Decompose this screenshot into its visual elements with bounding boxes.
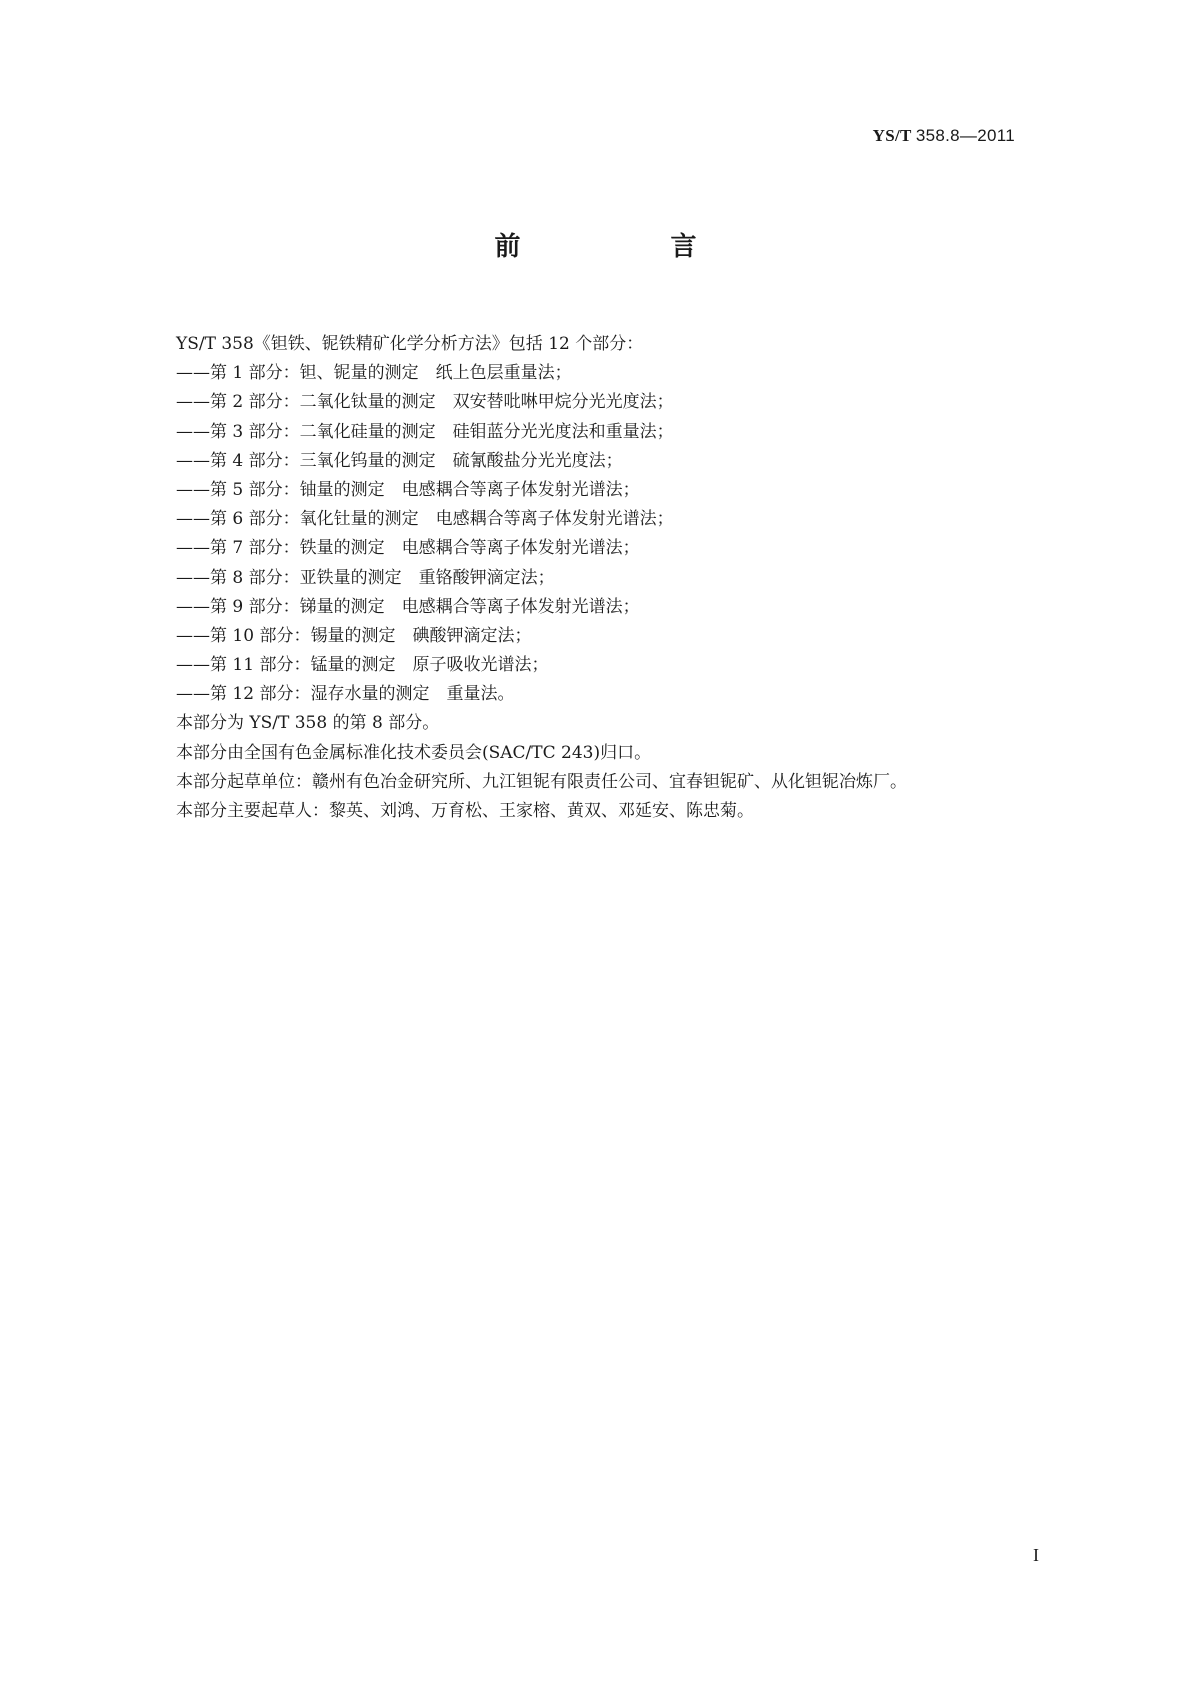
- part-item-4: ——第 4 部分：三氧化钨量的测定 硫氰酸盐分光光度法；: [176, 450, 623, 471]
- part-item-5: ——第 5 部分：铀量的测定 电感耦合等离子体发射光谱法；: [176, 479, 640, 500]
- part-item-1: ——第 1 部分：钽、铌量的测定 纸上色层重量法；: [176, 363, 572, 384]
- statement-part-number: 本部分为 YS/T 358 的第 8 部分。: [176, 713, 440, 734]
- page-number: I: [1033, 1545, 1039, 1565]
- part-item-6: ——第 6 部分：氧化钍量的测定 电感耦合等离子体发射光谱法；: [176, 509, 674, 530]
- statement-committee: 本部分由全国有色金属标准化技术委员会(SAC/TC 243)归口。: [176, 742, 652, 763]
- intro-line: YS/T 358《钽铁、铌铁精矿化学分析方法》包括 12 个部分：: [176, 334, 644, 354]
- page-title: 前 言: [494, 232, 759, 262]
- part-item-12: ——第 12 部分：湿存水量的测定 重量法。: [176, 684, 515, 705]
- foreword-body: [176, 330, 1036, 826]
- document-code-number: 358.8—2011: [915, 126, 1015, 145]
- part-item-3: ——第 3 部分：二氧化硅量的测定 硅钼蓝分光光度法和重量法；: [176, 421, 674, 442]
- document-code: [873, 126, 1015, 146]
- part-item-9: ——第 9 部分：锑量的测定 电感耦合等离子体发射光谱法；: [176, 596, 640, 617]
- part-item-10: ——第 10 部分：锡量的测定 碘酸钾滴定法；: [176, 625, 532, 646]
- document-code-prefix: YS/T: [872, 126, 912, 145]
- statement-drafters: 本部分主要起草人：黎英、刘鸿、万育松、王家榕、黄双、邓延安、陈忠菊。: [176, 801, 754, 821]
- part-item-2: ——第 2 部分：二氧化钛量的测定 双安替吡啉甲烷分光光度法；: [176, 392, 674, 413]
- part-item-8: ——第 8 部分：亚铁量的测定 重铬酸钾滴定法；: [176, 567, 555, 588]
- part-item-7: ——第 7 部分：铁量的测定 电感耦合等离子体发射光谱法；: [176, 538, 640, 559]
- statement-drafting-units: 本部分起草单位：赣州有色冶金研究所、九江钽铌有限责任公司、宜春钽铌矿、从化钽铌冶炼厂。: [176, 771, 907, 792]
- part-item-11: ——第 11 部分：锰量的测定 原子吸收光谱法；: [176, 655, 549, 676]
